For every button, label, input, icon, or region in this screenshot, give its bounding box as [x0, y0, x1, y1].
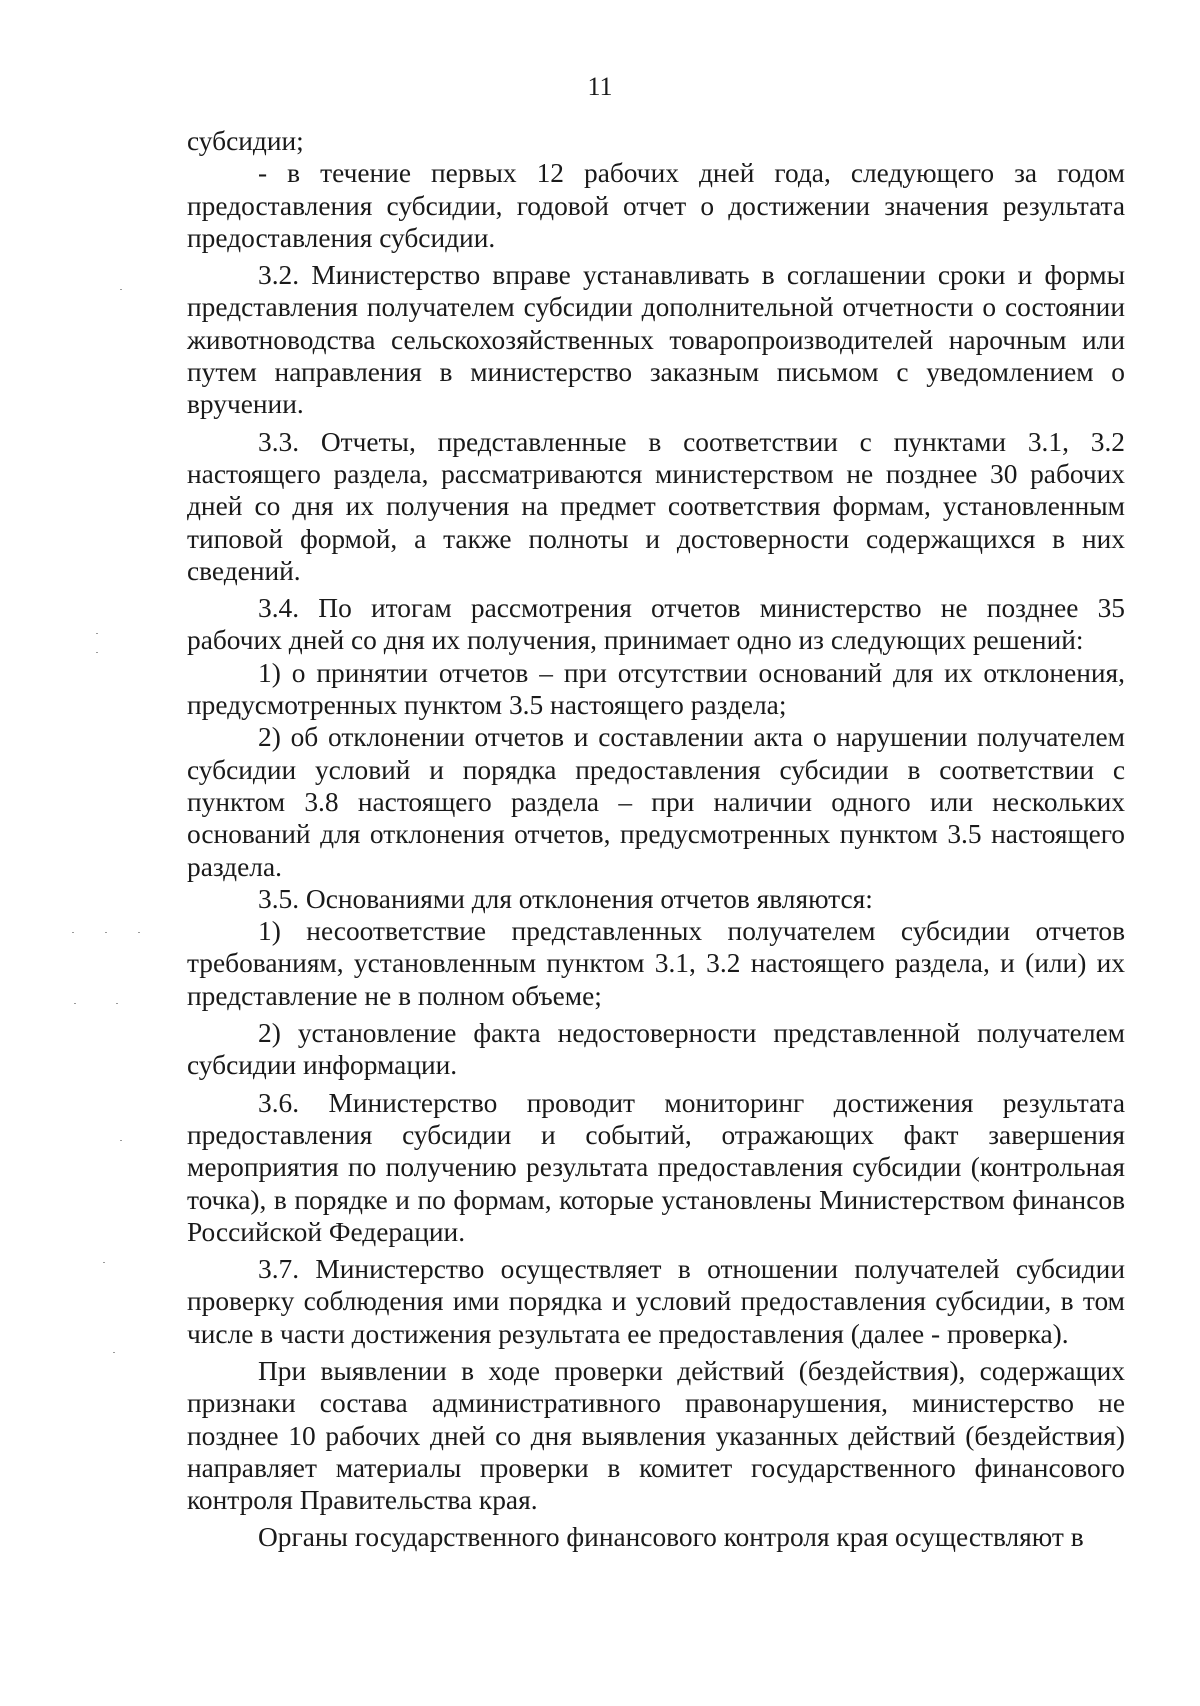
page-number: 11	[587, 72, 613, 101]
paragraph: 1) несоответствие представленных получателем субсидии отчетов требованиям, установленным пунктом 3.1, 3.2 настоящего раздела, и (или) их представление не в полном объеме;	[187, 916, 1125, 1011]
paragraph: 2) установление факта недостоверности представленной получателем субсидии информации.	[187, 1018, 1125, 1081]
paragraph: 3.7. Министерство осуществляет в отношении получателей субсидии проверку соблюдения ими порядка и условий предоставления субсидии, в том числе в части достижения результата ее предоставления (далее - проверка).	[187, 1254, 1125, 1349]
scan-speck	[96, 652, 98, 653]
scan-speck	[105, 932, 107, 933]
scan-speck	[116, 1003, 118, 1004]
paragraph: 3.6. Министерство проводит мониторинг достижения результата предоставления субсидии и событий, отражающих факт завершения мероприятия по получению результата предоставления субсидии (контрольная точка), в порядке и по формам, которые установлены Министерством финансов Российской Федерации.	[187, 1087, 1125, 1247]
paragraph: 3.4. По итогам рассмотрения отчетов министерство не позднее 35 рабочих дней со дня их получения, принимает одно из следующих решений:	[187, 593, 1125, 656]
scan-speck	[120, 1140, 122, 1141]
document-body	[187, 125, 1125, 1554]
scan-speck	[120, 289, 122, 290]
scan-speck	[113, 1352, 115, 1353]
paragraph: субсидии;	[187, 126, 304, 156]
paragraph: 2) об отклонении отчетов и составлении акта о нарушении получателем субсидии условий и порядка предоставления субсидии в соответствии с пунктом 3.8 настоящего раздела – при наличии одного или нескольких оснований для отклонения отчетов, предусмотренных пунктом 3.5 настоящего раздела.	[187, 722, 1125, 882]
scan-speck	[103, 1262, 105, 1263]
scan-speck	[96, 633, 98, 634]
scan-speck	[74, 1003, 76, 1004]
paragraph: Органы государственного финансового контроля края осуществляют в	[258, 1522, 1084, 1553]
scan-speck	[72, 932, 74, 933]
scan-speck	[138, 932, 140, 933]
paragraph: - в течение первых 12 рабочих дней года, следующего за годом предоставления субсидии, годовой отчет о достижении значения результата предоставления субсидии.	[187, 158, 1125, 253]
paragraph: 3.5. Основаниями для отклонения отчетов являются:	[258, 883, 873, 914]
paragraph: 1) о принятии отчетов – при отсутствии оснований для их отклонения, предусмотренных пунктом 3.5 настоящего раздела;	[187, 657, 1125, 721]
paragraph: При выявлении в ходе проверки действий (бездействия), содержащих признаки состава административного правонарушения, министерство не позднее 10 рабочих дней со дня выявления указанных действий (бездействия) направляет материалы проверки в комитет государственного финансового контроля Правительства края.	[187, 1355, 1125, 1516]
paragraph: 3.3. Отчеты, представленные в соответствии с пунктами 3.1, 3.2 настоящего раздела, рассматриваются министерством не позднее 30 рабочих дней со дня их получения на предмет соответствия формам, установленным типовой формой, а также полноты и достоверности содержащихся в них сведений.	[187, 426, 1125, 586]
paragraph: 3.2. Министерство вправе устанавливать в соглашении сроки и формы представления получателем субсидии дополнительной отчетности о состоянии животноводства сельскохозяйственных товаропроизводителей нарочным или путем направления в министерство заказным письмом с уведомлением о вручении.	[187, 260, 1125, 420]
